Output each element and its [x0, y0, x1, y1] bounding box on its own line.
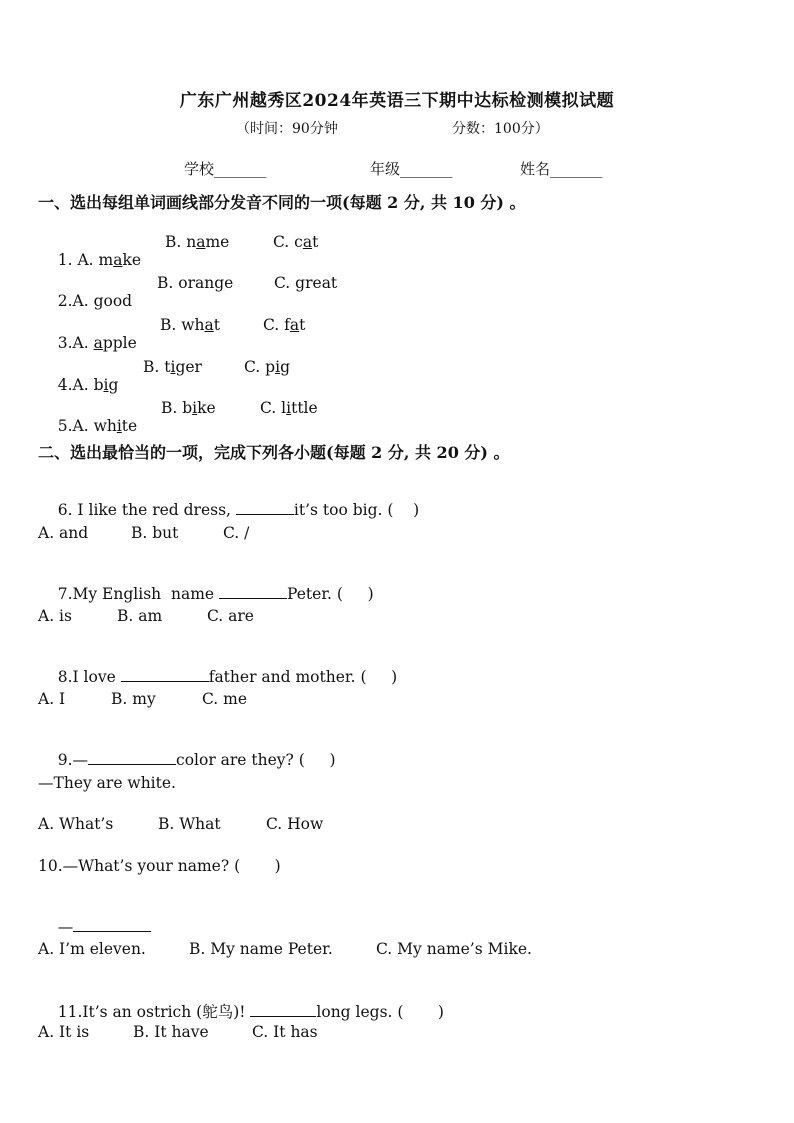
answer-blank	[219, 584, 287, 599]
q9-reply: —They are white.	[38, 774, 176, 792]
answer-blank	[236, 500, 294, 515]
q1-option-c: C. cat	[273, 233, 319, 251]
q7-option-b: B. am	[117, 607, 163, 625]
question-4: 4.A. big	[57, 376, 119, 394]
q4-option-c: C. pig	[244, 358, 290, 376]
q10-option-a: A. I’m eleven.	[38, 940, 146, 958]
q3-option-c: C. fat	[263, 316, 306, 334]
q8-option-c: C. me	[202, 690, 248, 708]
question-number: 5.	[57, 417, 73, 435]
q6-option-c: C. /	[223, 524, 250, 542]
option-a-underlined: a	[113, 251, 123, 269]
question-7	[38, 566, 374, 621]
question-stem-end: it’s too big. ( )	[293, 501, 420, 519]
q2-option-c: C. great	[274, 274, 338, 292]
q9-option-a: A. What’s	[38, 815, 114, 833]
school-field: 学校_______	[184, 160, 267, 178]
question-stem: 7.My English name	[57, 585, 220, 603]
q4-option-b: B. tiger	[143, 358, 202, 376]
question-stem-end: color are they? ( )	[176, 751, 336, 769]
answer-blank	[73, 917, 151, 932]
question-3: 3.A. apple	[57, 334, 137, 352]
question-number: 2.	[57, 292, 73, 310]
q11-option-a: A. It is	[38, 1023, 90, 1041]
q7-option-c: C. are	[207, 607, 254, 625]
exam-time: （时间：90分钟	[236, 121, 338, 137]
question-number: 3.	[57, 334, 73, 352]
q6-option-a: A. and	[38, 524, 89, 542]
q10-option-b: B. My name Peter.	[189, 940, 333, 958]
answer-blank	[121, 667, 209, 682]
section-1-heading: 一、选出每组单词画线部分发音不同的一项(每题 2 分, 共 10 分) 。	[38, 193, 526, 212]
question-stem: 8.I love	[57, 668, 121, 686]
q2-option-b: B. orange	[157, 274, 234, 292]
question-stem-end: father and mother. ( )	[208, 668, 398, 686]
page-title: 广东广州越秀区2024年英语三下期中达标检测模拟试题	[179, 91, 615, 111]
question-stem: 6. I like the red dress,	[57, 501, 236, 519]
question-stem: 9.—	[57, 751, 89, 769]
q5-option-c: C. little	[260, 399, 318, 417]
q8-option-a: A. I	[38, 690, 66, 708]
question-number: 4.	[57, 376, 73, 394]
question-stem-end: long legs. ( )	[316, 1003, 444, 1021]
question-number: 1.	[57, 251, 73, 269]
question-10: 10.—What’s your name? ( )	[38, 857, 281, 875]
answer-blank	[250, 1002, 316, 1017]
question-stem-end: Peter. ( )	[287, 585, 374, 603]
q5-option-b: B. bike	[161, 399, 216, 417]
question-stem: 11.It’s an ostrich (鸵鸟)!	[57, 1003, 251, 1021]
question-5: 5.A. white	[57, 417, 138, 435]
answer-blank	[88, 750, 176, 765]
q11-option-c: C. It has	[252, 1023, 318, 1041]
q3-option-b: B. what	[160, 316, 220, 334]
option-a-post: ke	[122, 251, 142, 269]
exam-score: 分数：100分）	[452, 121, 549, 137]
grade-field: 年级_______	[370, 160, 453, 178]
q6-option-b: B. but	[131, 524, 179, 542]
name-field: 姓名_______	[520, 160, 603, 178]
reply-dash: —	[57, 918, 74, 936]
q1-option-b: B. name	[165, 233, 230, 251]
question-11	[38, 982, 444, 1040]
q10-option-c: C. My name’s Mike.	[376, 940, 532, 958]
q8-option-b: B. my	[111, 690, 156, 708]
question-2: 2.A. good	[57, 292, 133, 310]
q7-option-a: A. is	[38, 607, 72, 625]
q9-option-b: B. What	[158, 815, 221, 833]
section-2-heading: 二、选出最恰当的一项，完成下列各小题(每题 2 分, 共 20 分) 。	[38, 443, 510, 462]
option-a-pre: A. m	[72, 251, 114, 269]
q9-option-c: C. How	[266, 815, 324, 833]
q11-option-b: B. It have	[133, 1023, 209, 1041]
